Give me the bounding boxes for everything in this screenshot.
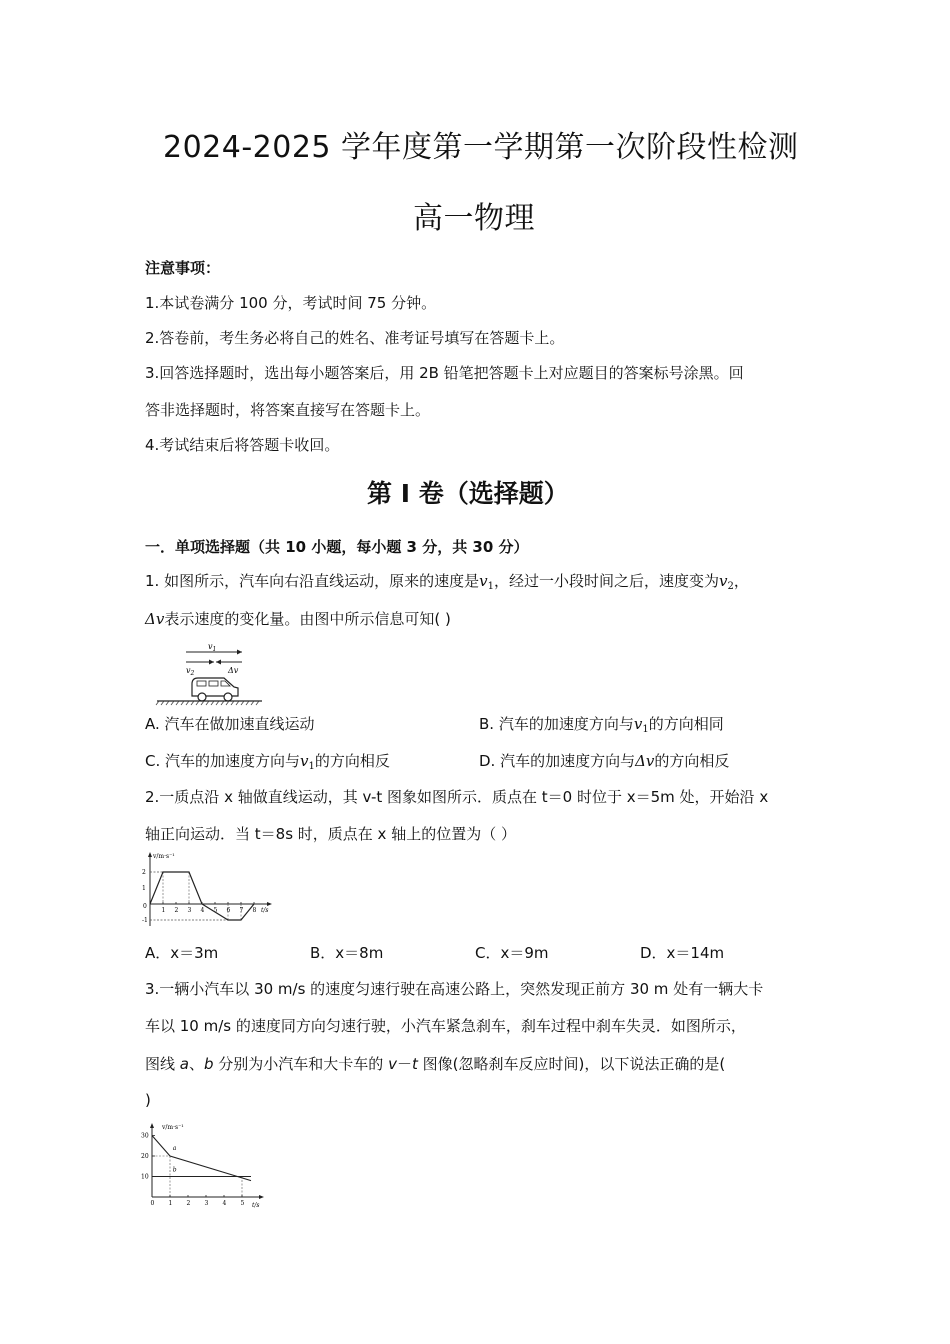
fig-v1-label: $v_1$ [208, 642, 217, 653]
y-tick-label: 30 [141, 1132, 149, 1140]
notice-item: 2.答卷前，考生务必将自己的姓名、准考证号填写在答题卡上。 [145, 329, 565, 347]
series-label-b: b [172, 1166, 177, 1174]
q2-option-c: C．x＝9m [475, 944, 549, 962]
q1-option-d: D. 汽车的加速度方向与Δv的方向相反 [479, 752, 730, 770]
q1-line-1: 1. 如图所示，汽车向右沿直线运动，原来的速度是$v_1$，经过一小段时间之后，速度变为$v_2$， [145, 572, 749, 592]
q3-line-4: ) [145, 1091, 151, 1109]
x-tick-label: 5 [213, 907, 218, 914]
q2-option-b: B．x＝8m [310, 944, 384, 962]
y-tick-label: 2 [142, 869, 146, 876]
x-tick-label: 0 [150, 1200, 155, 1207]
x-tick-label: 3 [187, 907, 192, 914]
y-tick-label: 1 [142, 885, 146, 892]
x-axis-label: t/s [252, 1202, 260, 1209]
page-title: 2024-2025 学年度第一学期第一次阶段性检测 [163, 130, 799, 165]
y-axis-label: v/m·s⁻¹ [153, 853, 175, 860]
q1-line-2: Δv表示速度的变化量。由图中所示信息可知( ) [145, 610, 451, 628]
x-tick-label: 4 [200, 907, 205, 914]
origin-label: 0 [143, 903, 147, 910]
q2-vt-chart [140, 850, 280, 928]
notice-heading: 注意事项： [145, 259, 221, 277]
car-icon [192, 678, 238, 701]
x-tick-label: 4 [222, 1200, 227, 1207]
notice-item: 3.回答选择题时，选出每小题答案后，用 2B 铅笔把答题卡上对应题目的答案标号涂黑。回 [145, 364, 744, 382]
q3-line-3: 图线 a、b 分别为小汽车和大卡车的 v－t 图像(忽略刹车反应时间)，以下说法正确的是( [145, 1055, 726, 1073]
q3-line-1: 3.一辆小汽车以 30 m/s 的速度匀速行驶在高速公路上，突然发现正前方 30 m 处有一辆大卡 [145, 980, 764, 998]
series-label-a: a [172, 1144, 177, 1152]
x-tick-label: 5 [240, 1200, 245, 1207]
notice-item: 1.本试卷满分 100 分，考试时间 75 分钟。 [145, 294, 437, 312]
q1-car-figure [154, 640, 264, 706]
part-title: 第 I 卷（选择题） [367, 479, 569, 508]
x-tick-label: 8 [252, 907, 257, 914]
q2-line-1: 2.一质点沿 x 轴做直线运动，其 v-t 图象如图所示．质点在 t＝0 时位于 x＝5m 处，开始沿 x [145, 788, 769, 806]
q1-option-a: A. 汽车在做加速直线运动 [145, 715, 315, 733]
notice-item: 4.考试结束后将答题卡收回。 [145, 436, 340, 454]
q2-option-a: A．x＝3m [145, 944, 219, 962]
y-tick-label: 20 [141, 1153, 149, 1160]
fig-v2-label: $v_2$ [186, 666, 195, 677]
y-axis-label: v/m·s⁻¹ [162, 1124, 184, 1131]
x-tick-label: 2 [174, 907, 179, 914]
fig-dv-label: Δv [228, 666, 239, 675]
x-tick-label: 1 [168, 1200, 173, 1207]
q1-option-c: C. 汽车的加速度方向与$v_1$的方向相反 [145, 752, 390, 772]
x-tick-label: 1 [161, 907, 166, 914]
x-tick-label: 3 [204, 1200, 209, 1207]
q3-vt-chart [138, 1120, 268, 1210]
y-tick-label: 10 [141, 1173, 149, 1181]
q2-option-d: D．x＝14m [640, 944, 725, 962]
x-tick-label: 6 [226, 907, 231, 914]
notice-item: 答非选择题时，将答案直接写在答题卡上。 [145, 401, 431, 419]
x-tick-label: 7 [239, 907, 244, 914]
x-axis-label: t/s [261, 907, 269, 914]
page-subtitle: 高一物理 [413, 201, 535, 236]
q1-option-b: B. 汽车的加速度方向与$v_1$的方向相同 [479, 715, 724, 735]
y-tick-label: -1 [142, 917, 148, 924]
q2-line-2: 轴正向运动．当 t＝8s 时，质点在 x 轴上的位置为（ ） [145, 825, 516, 843]
x-tick-label: 2 [186, 1200, 191, 1207]
section-heading: 一．单项选择题（共 10 小题，每小题 3 分，共 30 分） [145, 538, 529, 556]
series-line-a [152, 1136, 251, 1181]
q3-line-2: 车以 10 m/s 的速度同方向匀速行驶，小汽车紧急刹车，刹车过程中刹车失灵．如图所示， [145, 1017, 746, 1035]
